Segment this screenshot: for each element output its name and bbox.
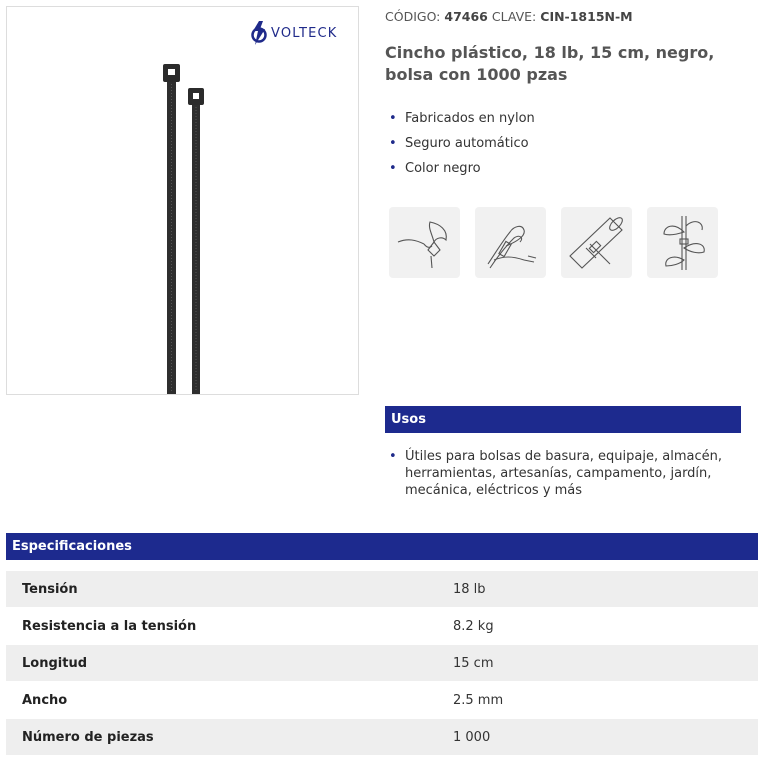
cable-tie-flower-icon	[394, 212, 456, 274]
bullet-icon: •	[389, 449, 397, 464]
product-image-frame	[6, 6, 359, 395]
usage-icon-tile	[647, 207, 718, 278]
code-label: CÓDIGO:	[385, 9, 441, 24]
brand-logo	[249, 19, 338, 47]
specs-heading: Especificaciones	[6, 533, 758, 560]
uses-heading: Usos	[385, 406, 741, 433]
feature-text: Seguro automático	[405, 136, 529, 151]
key-value: CIN-1815N-M	[540, 9, 633, 24]
usage-icon-tile	[561, 207, 632, 278]
bullet-icon: •	[389, 161, 397, 176]
spec-label: Ancho	[22, 692, 68, 708]
spec-label: Longitud	[22, 655, 88, 671]
uses-text: Útiles para bolsas de basura, equipaje, almacén, herramientas, artesanías, campamento, jardín, mecánica, eléctricos y más	[405, 449, 722, 498]
code-value: 47466	[444, 9, 488, 24]
usage-icon-tile	[389, 207, 460, 278]
feature-text: Color negro	[405, 161, 481, 176]
spec-value: 8.2 kg	[453, 618, 494, 634]
cable-tie-product-image	[157, 62, 217, 402]
usage-icon-tile	[475, 207, 546, 278]
bullet-icon: •	[389, 136, 397, 151]
uses-item	[389, 448, 734, 499]
specs-table	[6, 570, 758, 755]
cable-tie-bundle-icon	[480, 212, 542, 274]
spec-value: 1 000	[453, 729, 491, 745]
bullet-icon: •	[389, 111, 397, 126]
spec-value: 2.5 mm	[453, 692, 504, 708]
cable-tie-plant-icon	[652, 212, 714, 274]
key-label: CLAVE:	[491, 9, 537, 24]
brand-name: VOLTECK	[271, 25, 338, 41]
volteck-logo-icon	[249, 19, 269, 47]
feature-item	[389, 133, 535, 158]
spec-row	[6, 718, 758, 755]
spec-row	[6, 681, 758, 718]
spec-value: 15 cm	[453, 655, 494, 671]
spec-row	[6, 607, 758, 644]
feature-text: Fabricados en nylon	[405, 111, 535, 126]
cable-tie-pipe-icon	[566, 212, 628, 274]
spec-value: 18 lb	[453, 581, 486, 597]
product-code-line	[385, 9, 633, 24]
feature-item	[389, 108, 535, 133]
spec-row	[6, 644, 758, 681]
product-title: Cincho plástico, 18 lb, 15 cm, negro, bolsa con 1000 pzas	[385, 43, 715, 84]
spec-row	[6, 570, 758, 607]
feature-list	[389, 108, 535, 183]
spec-label: Resistencia a la tensión	[22, 618, 197, 634]
spec-label: Tensión	[22, 581, 78, 597]
spec-label: Número de piezas	[22, 729, 154, 745]
usage-icons	[389, 207, 733, 278]
feature-item	[389, 158, 535, 183]
